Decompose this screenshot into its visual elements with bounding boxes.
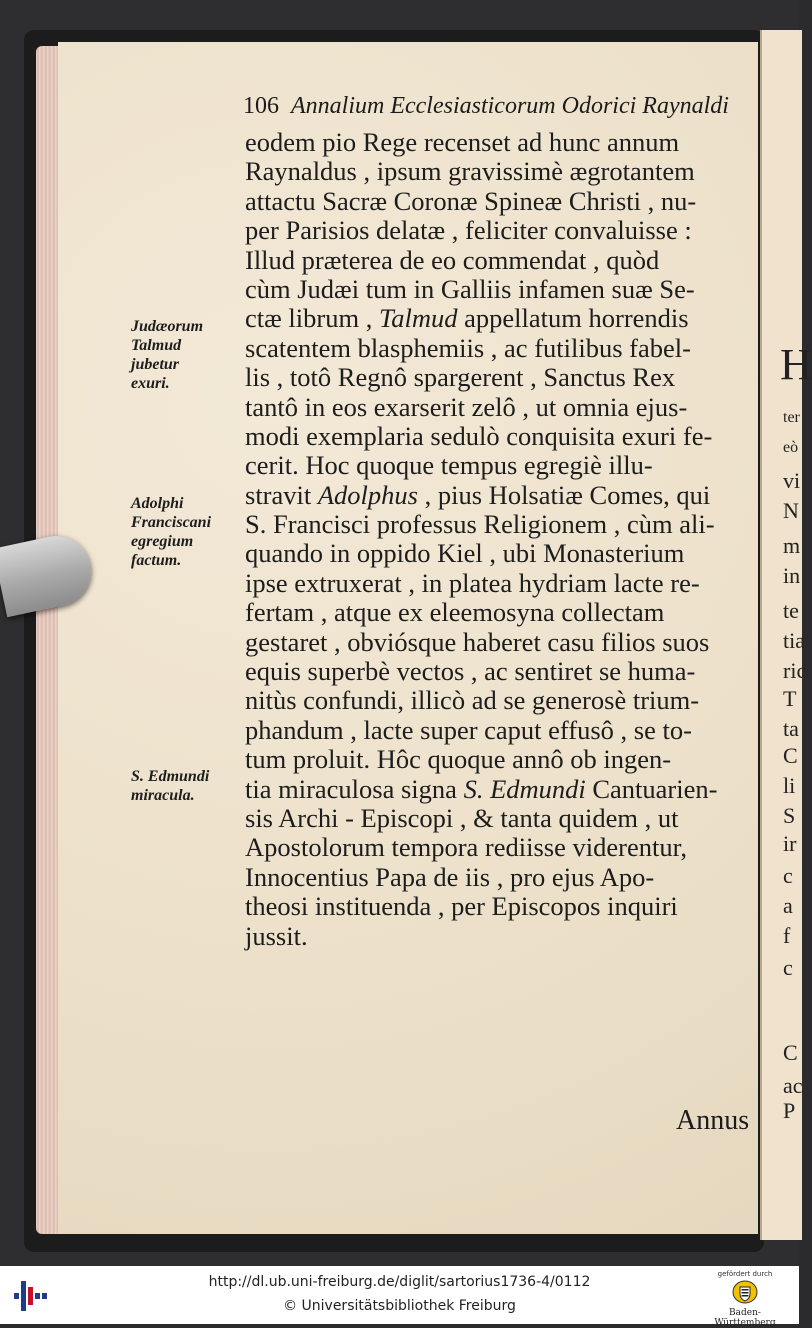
- text-line: cerit. Hoc quoque tempus egregiè illu-: [245, 450, 653, 481]
- text-line: modi exemplaria sedulò conquisita exuri fe-: [245, 420, 713, 451]
- text-line: stravit Adolphus , pius Holsatiæ Comes, qui: [245, 479, 711, 510]
- marginal-note-adolphi: [131, 494, 211, 570]
- text-line: Innocentius Papa de iis , pro ejus Apo-: [245, 861, 655, 892]
- next-page-letter: ir: [783, 831, 797, 856]
- text-line: tantô in eos exarserit zelô , ut omnia ejus-: [245, 391, 688, 422]
- text-line: ipse extruxerat , in platea hydriam lacte re-: [245, 567, 700, 598]
- next-page-letter: f: [783, 923, 791, 948]
- marginal-note-line: Talmud: [131, 337, 182, 354]
- text-line: fertam , atque ex eleemosyna collectam: [245, 597, 665, 628]
- running-head: [243, 93, 729, 120]
- next-page-letter: m: [783, 533, 801, 558]
- next-page-letter: ter: [783, 409, 800, 426]
- text-line: cùm Judæi tum in Galliis infamen suæ Se-: [245, 273, 695, 304]
- text-line: nitùs confundi, illicò ad se generosè trium-: [245, 685, 700, 716]
- text-line: ctæ librum , Talmud appellatum horrendis: [245, 303, 689, 334]
- text-line: tia miraculosa signa S. Edmundi Cantuarien-: [245, 773, 718, 804]
- body-text: [245, 128, 755, 951]
- next-page-letter: C: [783, 743, 798, 768]
- text-line: phandum , lacte super caput effusô , se to-: [245, 714, 692, 745]
- next-page-letter: H: [780, 340, 812, 389]
- next-page-letter: a: [783, 893, 793, 918]
- catchword: Annus: [676, 1105, 750, 1136]
- text-line: Apostolorum tempora rediisse viderentur,: [245, 832, 687, 863]
- next-page-letter: C: [783, 1040, 798, 1065]
- sponsor-badge[interactable]: [700, 1270, 790, 1328]
- marginal-note-talmud: [131, 317, 203, 393]
- next-page-letter: c: [783, 863, 793, 888]
- next-page-letter: P: [783, 1098, 796, 1123]
- next-page-letter: tia: [783, 628, 805, 653]
- next-page-letter: ac: [783, 1073, 803, 1098]
- marginal-note-line: miracula.: [131, 787, 195, 804]
- text-line: lis , totô Regnô spargerent , Sanctus Rex: [245, 362, 676, 393]
- next-page-letter: eò: [783, 439, 799, 456]
- next-page-letter: vi: [783, 468, 801, 493]
- sponsor-name: Baden-Württemberg: [714, 1308, 776, 1328]
- text-line: per Parisios delatæ , feliciter convaluisse :: [245, 215, 692, 246]
- marginal-note-line: exuri.: [131, 375, 170, 392]
- next-page-letter: te: [783, 598, 799, 623]
- text-line: jussit.: [245, 920, 308, 951]
- text-line: scatentem blasphemiis , ac futilibus fabel-: [245, 332, 691, 363]
- page-number: 106: [243, 93, 279, 119]
- text-line: tum proluit. Hôc quoque annô ob ingen-: [245, 744, 672, 775]
- marginal-note-line: egregium: [131, 533, 194, 550]
- next-page-letter: c: [783, 955, 793, 980]
- text-line: quando in oppido Kiel , ubi Monasterium: [245, 538, 685, 569]
- sponsor-caption: gefördert durch: [717, 1270, 773, 1278]
- footer: [0, 1266, 799, 1328]
- text-line: sis Archi - Episcopi , & tanta quidem , ut: [245, 802, 679, 833]
- marginal-note-edmundi: [131, 767, 209, 805]
- next-page-letter: T: [783, 686, 797, 711]
- text-line: eodem pio Rege recenset ad hunc annum: [245, 127, 680, 157]
- text-line: attactu Sacræ Coronæ Spineæ Christi , nu-: [245, 185, 697, 216]
- crest-icon: [732, 1280, 758, 1304]
- text-line: equis superbè vectos , ac sentiret se huma-: [245, 656, 696, 687]
- footer-url-link[interactable]: http://dl.ub.uni-freiburg.de/diglit/sartorius1736-4/0112: [208, 1274, 591, 1290]
- text-line: S. Francisci professus Religionem , cùm ali-: [245, 509, 715, 540]
- text-line: Illud præterea de eo commendat , quòd: [245, 244, 660, 275]
- text-line: gestaret , obviósque haberet casu filios suos: [245, 626, 710, 657]
- next-page-letter: li: [783, 773, 796, 798]
- next-page-letter: N: [783, 498, 799, 523]
- marginal-note-line: factum.: [131, 552, 182, 569]
- next-page-letter: ta: [783, 716, 799, 741]
- marginal-note-line: Judæorum: [131, 318, 204, 335]
- marginal-note-line: Franciscani: [131, 514, 212, 531]
- next-page-letter: ric: [783, 658, 807, 683]
- marginal-note-line: jubetur: [131, 356, 180, 373]
- next-page-letter: S: [783, 803, 796, 828]
- footer-copyright: © Universitätsbibliothek Freiburg: [283, 1298, 516, 1314]
- marginal-note-line: Adolphi: [131, 495, 184, 512]
- running-title: Annalium Ecclesiasticorum Odorici Raynaldi: [291, 93, 729, 119]
- text-line: theosi instituenda , per Episcopos inquiri: [245, 891, 678, 922]
- next-page-letter: in: [783, 563, 801, 588]
- marginal-note-line: S. Edmundi: [131, 768, 210, 785]
- text-line: Raynaldus , ipsum gravissimè ægrotantem: [245, 156, 695, 187]
